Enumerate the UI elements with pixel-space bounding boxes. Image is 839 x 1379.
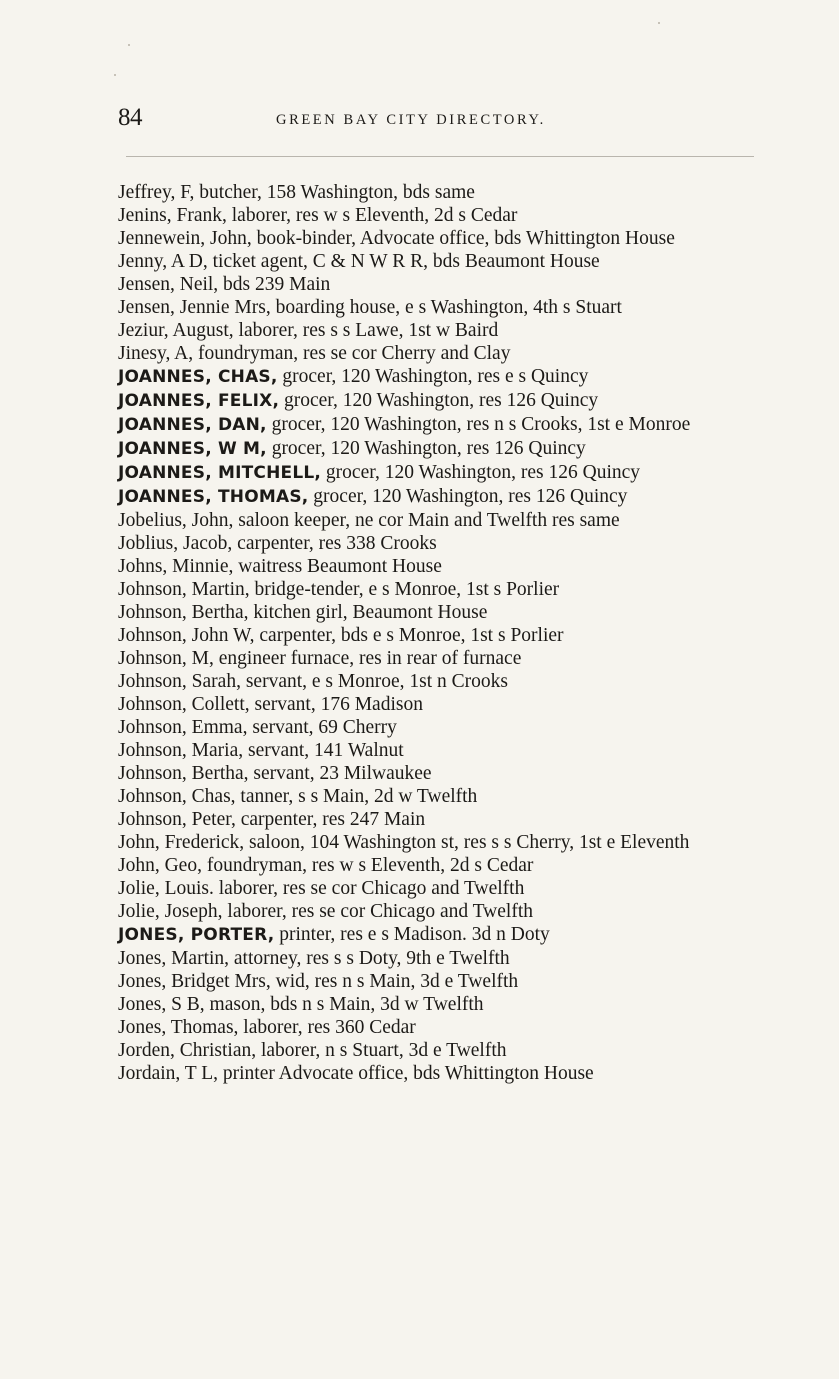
- directory-entry: [118, 739, 758, 762]
- directory-entry: [118, 670, 758, 693]
- entry-text: grocer, 120 Washington, res 126 Quincy: [266, 438, 586, 459]
- entry-name-bold: JONES, PORTER,: [118, 925, 275, 945]
- directory-entry: [118, 970, 758, 993]
- directory-entry: [118, 532, 758, 555]
- entry-text: John, Geo, foundryman, res w s Eleventh, 2d s Cedar: [118, 855, 534, 876]
- directory-entry: [118, 437, 758, 461]
- directory-entry: [118, 947, 758, 970]
- entry-text: Jordain, T L, printer Advocate office, bds Whittington House: [118, 1063, 594, 1084]
- directory-entry: [118, 693, 758, 716]
- directory-entry: [118, 831, 758, 854]
- entry-text: Jones, Thomas, laborer, res 360 Cedar: [118, 1017, 416, 1038]
- entry-text: Jones, Bridget Mrs, wid, res n s Main, 3d e Twelfth: [118, 971, 519, 992]
- header-rule: [126, 156, 754, 157]
- entry-text: Jensen, Neil, bds 239 Main: [118, 274, 331, 295]
- page-header: [118, 104, 758, 138]
- directory-entries: [118, 181, 758, 1085]
- entry-text: John, Frederick, saloon, 104 Washington st, res s s Cherry, 1st e Eleventh: [118, 832, 690, 853]
- entry-text: printer, res e s Madison. 3d n Doty: [274, 924, 550, 945]
- entry-text: Jennewein, John, book-binder, Advocate office, bds Whittington House: [118, 228, 675, 249]
- entry-text: Johnson, Maria, servant, 141 Walnut: [118, 740, 404, 761]
- page-number: 84: [118, 104, 142, 131]
- directory-entry: [118, 762, 758, 785]
- directory-entry: [118, 555, 758, 578]
- directory-entry: [118, 647, 758, 670]
- entry-text: Jensen, Jennie Mrs, boarding house, e s Washington, 4th s Stuart: [118, 297, 622, 318]
- directory-entry: [118, 923, 758, 947]
- paper-speck: [128, 44, 130, 46]
- entry-text: Johnson, Collett, servant, 176 Madison: [118, 694, 423, 715]
- directory-entry: [118, 413, 758, 437]
- entry-name-bold: JOANNES, FELIX,: [118, 391, 280, 411]
- directory-entry: [118, 250, 758, 273]
- entry-name-bold: JOANNES, W M,: [118, 439, 267, 459]
- entry-text: grocer, 120 Washington, res 126 Quincy: [321, 462, 641, 483]
- entry-text: Johnson, John W, carpenter, bds e s Monroe, 1st s Porlier: [118, 625, 564, 646]
- entry-text: Jorden, Christian, laborer, n s Stuart, 3d e Twelfth: [118, 1040, 507, 1061]
- entry-text: Jones, Martin, attorney, res s s Doty, 9th e Twelfth: [118, 948, 510, 969]
- entry-text: Johnson, M, engineer furnace, res in rear of furnace: [118, 648, 522, 669]
- entry-text: grocer, 120 Washington, res 126 Quincy: [308, 486, 628, 507]
- directory-entry: [118, 808, 758, 831]
- directory-entry: [118, 578, 758, 601]
- entry-text: Jolie, Louis. laborer, res se cor Chicago and Twelfth: [118, 878, 525, 899]
- entry-text: Jones, S B, mason, bds n s Main, 3d w Twelfth: [118, 994, 484, 1015]
- directory-entry: [118, 1062, 758, 1085]
- directory-entry: [118, 273, 758, 296]
- directory-entry: [118, 485, 758, 509]
- directory-entry: [118, 227, 758, 250]
- directory-entry: [118, 601, 758, 624]
- entry-text: Jinesy, A, foundryman, res se cor Cherry and Clay: [118, 343, 511, 364]
- entry-name-bold: JOANNES, MITCHELL,: [118, 463, 322, 483]
- directory-entry: [118, 509, 758, 532]
- entry-text: Jeziur, August, laborer, res s s Lawe, 1st w Baird: [118, 320, 499, 341]
- entry-text: Johnson, Bertha, servant, 23 Milwaukee: [118, 763, 432, 784]
- entry-text: Johnson, Martin, bridge-tender, e s Monroe, 1st s Porlier: [118, 579, 560, 600]
- entry-text: grocer, 120 Washington, res 126 Quincy: [279, 390, 599, 411]
- directory-entry: [118, 1039, 758, 1062]
- entry-text: Joblius, Jacob, carpenter, res 338 Crooks: [118, 533, 437, 554]
- entry-name-bold: JOANNES, CHAS,: [118, 367, 278, 387]
- directory-entry: [118, 900, 758, 923]
- entry-text: Johnson, Peter, carpenter, res 247 Main: [118, 809, 426, 830]
- entry-text: Johnson, Chas, tanner, s s Main, 2d w Twelfth: [118, 786, 478, 807]
- running-head: GREEN BAY CITY DIRECTORY.: [276, 112, 546, 128]
- directory-entry: [118, 716, 758, 739]
- directory-entry: [118, 624, 758, 647]
- paper-speck: [658, 22, 660, 24]
- directory-entry: [118, 296, 758, 319]
- entry-text: Johnson, Emma, servant, 69 Cherry: [118, 717, 397, 738]
- directory-entry: [118, 877, 758, 900]
- entry-text: Jobelius, John, saloon keeper, ne cor Main and Twelfth res same: [118, 510, 620, 531]
- directory-entry: [118, 181, 758, 204]
- directory-entry: [118, 389, 758, 413]
- directory-entry: [118, 204, 758, 227]
- entry-name-bold: JOANNES, THOMAS,: [118, 487, 309, 507]
- directory-entry: [118, 365, 758, 389]
- directory-entry: [118, 854, 758, 877]
- entry-text: Jolie, Joseph, laborer, res se cor Chicago and Twelfth: [118, 901, 534, 922]
- directory-entry: [118, 319, 758, 342]
- directory-entry: [118, 342, 758, 365]
- entry-text: Johnson, Sarah, servant, e s Monroe, 1st n Crooks: [118, 671, 508, 692]
- directory-entry: [118, 461, 758, 485]
- directory-entry: [118, 785, 758, 808]
- entry-text: Jenins, Frank, laborer, res w s Eleventh, 2d s Cedar: [118, 205, 518, 226]
- entry-text: Johns, Minnie, waitress Beaumont House: [118, 556, 442, 577]
- entry-text: grocer, 120 Washington, res n s Crooks, 1st e Monroe: [266, 414, 691, 435]
- paper-speck: [114, 74, 116, 76]
- directory-entry: [118, 993, 758, 1016]
- entry-text: Johnson, Bertha, kitchen girl, Beaumont House: [118, 602, 488, 623]
- entry-name-bold: JOANNES, DAN,: [118, 415, 267, 435]
- directory-entry: [118, 1016, 758, 1039]
- entry-text: grocer, 120 Washington, res e s Quincy: [277, 366, 589, 387]
- entry-text: Jeffrey, F, butcher, 158 Washington, bds same: [118, 182, 475, 203]
- entry-text: Jenny, A D, ticket agent, C & N W R R, bds Beaumont House: [118, 251, 600, 272]
